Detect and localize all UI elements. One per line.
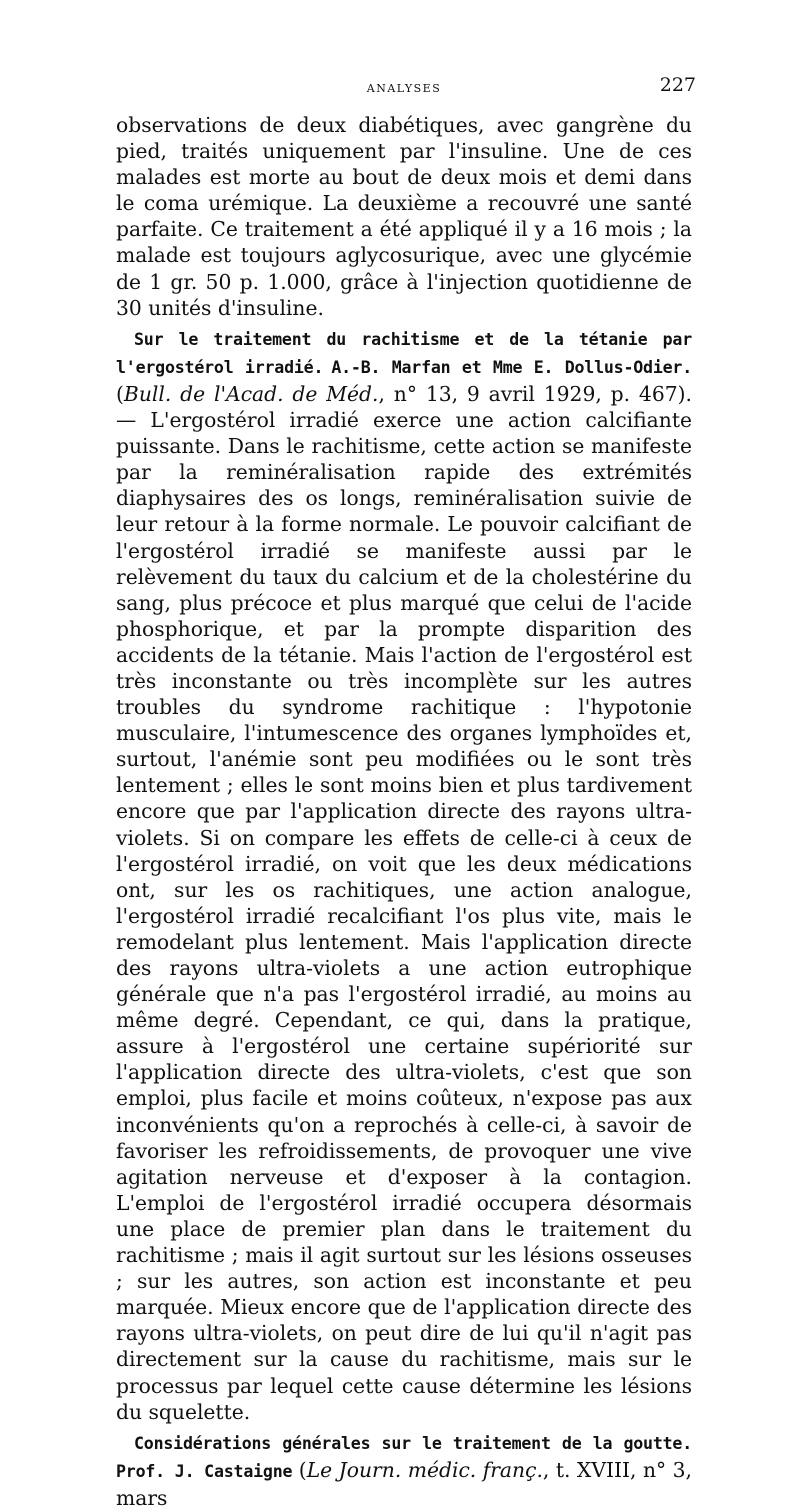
running-head-title: ANALYSES bbox=[366, 82, 442, 95]
article-authors: Prof. J. Castaigne bbox=[116, 1461, 293, 1481]
source-open: ( bbox=[298, 1457, 307, 1482]
article-source-details: , n° 13, 9 avril 1929, p. 467). — bbox=[116, 381, 692, 433]
article-marfan bbox=[116, 325, 692, 1425]
article-authors: A.-B. Marfan et Mme E. Dollus-Odier. bbox=[331, 357, 692, 377]
article-source-details: , t. XVIII, n° 3, mars bbox=[116, 1457, 692, 1510]
article-title: Sur le traitement du rachitisme et de la tétanie par l'ergostérol irradié. bbox=[116, 329, 692, 377]
article-castaigne bbox=[116, 1429, 692, 1511]
article-source-journal: Le Journ. médic. franç. bbox=[306, 1457, 543, 1482]
article-source-journal: Bull. de l'Acad. de Méd. bbox=[123, 381, 379, 406]
article-title: Considérations générales sur le traitement de la goutte. bbox=[134, 1433, 692, 1453]
source-open: ( bbox=[116, 381, 124, 406]
article-body: L'ergostérol irradié exerce une action calcifiante puissante. Dans le rachitisme, cette action se manifeste par la reminéralisation rapide des extrémités diaphysaires des os longs, reminéralisation suivie de leur retour à la forme normale. Le pouvoir calcifiant de l'ergostérol irradié se manifeste aussi par le relèvement du taux du calcium et de la cholestérine du sang, plus précoce et plus marqué que celui de l'acide phosphorique, et par la prompte disparition des accidents de la tétanie. Mais l'action de l'ergostérol est très inconstante ou très incomplète sur les autres troubles du syndrome rachitique : l'hypotonie musculaire, l'intumescence des organes lymphoïdes et, surtout, l'anémie sont peu modifiées ou le sont très lentement ; elles le sont moins bien et plus tardivement encore que par l'application directe des rayons ultra-violets. Si on compare les effets de celle-ci à ceux de l'ergostérol irradié, on voit que les deux médications ont, sur les os rachitiques, une action analogue, l'ergostérol irradié recalcifiant l'os plus vite, mais le remodelant plus lentement. Mais l'application directe des rayons ultra-violets a une action eutrophique générale que n'a pas l'ergostérol irradié, au moins au même degré. Cependant, ce qui, dans la pratique, assure à l'ergostérol une certaine supériorité sur l'application directe des ultra-violets, c'est que son emploi, plus facile et moins coûteux, n'expose pas aux inconvénients qu'on a reprochés à celle-ci, à savoir de favoriser les refroidissements, de provoquer une vive agitation nerveuse et d'exposer à la contagion. L'emploi de l'ergostérol irradié occupera désormais une place de premier plan dans le traitement du rachitisme ; mais il agit surtout sur les lésions osseuses ; sur les autres, son action est inconstante et peu marquée. Mieux encore que de l'application directe des rayons ultra-violets, on peut dire de lui qu'il n'agit pas directement sur la cause du rachitisme, mais sur le processus par lequel cette cause détermine les lésions du squelette. bbox=[116, 408, 692, 1424]
page-number: 227 bbox=[659, 74, 696, 96]
continued-paragraph: observations de deux diabétiques, avec gangrène du pied, traités uniquement par l'insuline. Une de ces malades est morte au bout de deux mois et demi dans le coma urémique. La deuxième a recouvré une santé parfaite. Ce traitement a été appliqué il y a 16 mois ; la malade est toujours aglycosurique, avec une glycémie de 1 gr. 50 p. 1.000, grâce à l'injection quotidienne de 30 unités d'insuline. bbox=[116, 113, 692, 320]
running-head bbox=[116, 72, 696, 98]
page bbox=[116, 72, 696, 1511]
